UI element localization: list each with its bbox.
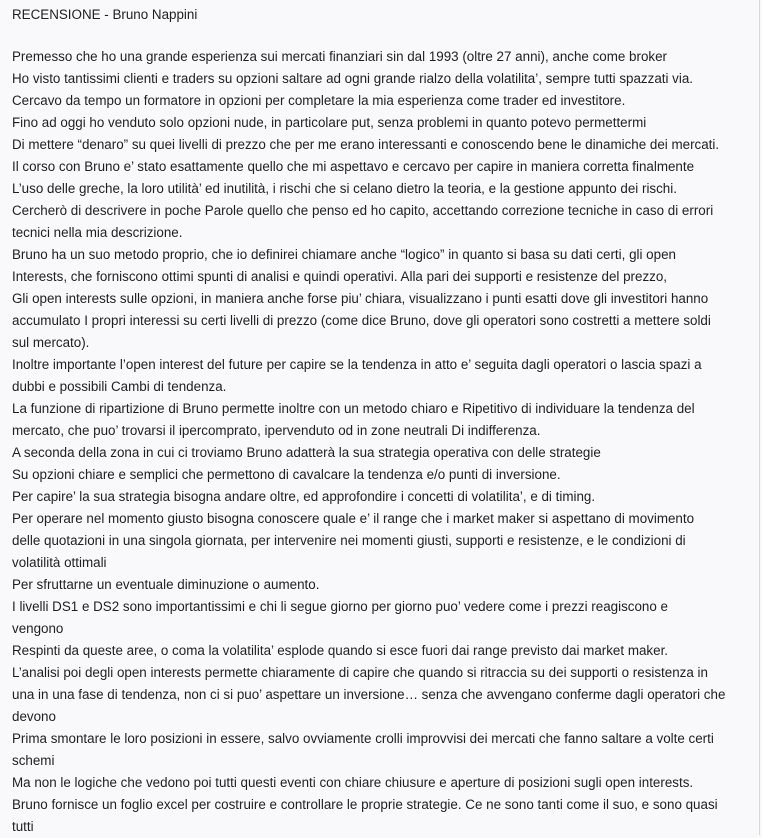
- document-title: RECENSIONE - Bruno Nappini: [12, 7, 198, 22]
- text-line: L’uso delle greche, la loro utilità’ ed inutilità, i rischi che si celano dietro la teoria, e la gestione appunto dei rischi.: [12, 181, 677, 196]
- text-line: Respinti da queste aree, o coma la volatilita’ esplode quando si esce fuori dai range previsto dai market maker.: [12, 643, 669, 658]
- text-line: Su opzioni chiare e semplici che permettono di cavalcare la tendenza e/o punti di inversione.: [12, 467, 561, 482]
- text-line: A seconda della zona in cui ci troviamo Bruno adatterà la sua strategia operativa con delle strategie: [12, 445, 601, 460]
- text-line: tutti: [12, 819, 34, 834]
- text-line: vengono: [12, 621, 64, 636]
- text-line: tecnici nella mia descrizione.: [12, 225, 183, 240]
- text-line: devono: [12, 709, 56, 724]
- text-line: mercato, che puo’ trovarsi il ipercomprato, ipervenduto od in zone neutrali Di indifferenza.: [12, 423, 541, 438]
- text-line: Per operare nel momento giusto bisogna conoscere quale e’ il range che i market maker si aspettano di movimento: [12, 511, 695, 526]
- text-line: Prima smontare le loro posizioni in essere, salvo ovviamente crolli improvvisi dei mercati che fanno saltare a volte certi: [12, 731, 714, 746]
- text-line: dubbi e possibili Cambi di tendenza.: [12, 379, 227, 394]
- text-line: Premesso che ho una grande esperienza sui mercati finanziari sin dal 1993 (oltre 27 anni), anche come broker: [12, 49, 668, 64]
- text-line: L’analisi poi degli open interests permette chiaramente di capire che quando si ritraccia su dei supporti o resistenza in: [12, 665, 708, 680]
- text-line: accumulato I propri interessi su certi livelli di prezzo (come dice Bruno, dove gli operatori sono costretti a mettere soldi: [12, 313, 711, 328]
- text-line: Bruno fornisce un foglio excel per costruire e controllare le proprie strategie. Ce ne sono tanti come il suo, e sono quasi: [12, 797, 718, 812]
- text-line: Cercavo da tempo un formatore in opzioni per completare la mia esperienza come trader ed investitore.: [12, 93, 626, 108]
- text-line: Per capire’ la sua strategia bisogna andare oltre, ed approfondire i concetti di volatilita’, e di timing.: [12, 489, 596, 504]
- text-line: Bruno ha un suo metodo proprio, che io definirei chiamare anche “logico” in quanto si basa su dati certi, gli open: [12, 247, 676, 262]
- text-line: Fino ad oggi ho venduto solo opzioni nude, in particolare put, senza problemi in quanto potevo permettermi: [12, 115, 647, 130]
- text-line: La funzione di ripartizione di Bruno permette inoltre con un metodo chiaro e Ripetitivo di individuare la tendenza del: [12, 401, 695, 416]
- text-line: Ma non le logiche che vedono poi tutti questi eventi con chiare chiusure e aperture di posizioni sugli open interests.: [12, 775, 694, 790]
- text-line: Ho visto tantissimi clienti e traders su opzioni saltare ad ogni grande rialzo della volatilita’, sempre tutti spazzati via.: [12, 71, 694, 86]
- text-line: Di mettere “denaro” su quei livelli di prezzo che per me erano interessanti e conoscendo bene le dinamiche dei mercati.: [12, 137, 720, 152]
- text-line: sul mercato).: [12, 335, 90, 350]
- text-line: I livelli DS1 e DS2 sono importantissimi e chi li segue giorno per giorno puo’ vedere come i prezzi reagiscono e: [12, 599, 668, 614]
- text-line: Inoltre importante l’open interest del future per capire se la tendenza in atto e’ seguita dagli operatori o lascia spazi a: [12, 357, 702, 372]
- text-line: delle quotazioni in una singola giornata, per intervenire nei momenti giusti, supporti e resistenze, e le condizioni di: [12, 533, 686, 548]
- text-line: volatilità ottimali: [12, 555, 107, 570]
- text-line: Cercherò di descrivere in poche Parole quello che penso ed ho capito, accettando correzione tecniche in caso di errori: [12, 203, 714, 218]
- text-line: Per sfruttarne un eventuale diminuzione o aumento.: [12, 577, 320, 592]
- text-line: schemi: [12, 753, 55, 768]
- text-line: Il corso con Bruno e’ stato esattamente quello che mi aspettavo e cercavo per capire in maniera corretta finalmente: [12, 159, 695, 174]
- text-line: Interests, che forniscono ottimi spunti di analisi e quindi operativi. Alla pari dei supporti e resistenze del prezzo,: [12, 269, 668, 284]
- text-line: Gli open interests sulle opzioni, in maniera anche forse piu’ chiara, visualizzano i punti esatti dove gli investitori hanno: [12, 291, 709, 306]
- document-body: [12, 46, 754, 838]
- text-line: una in una fase di tendenza, non ci si puo’ aspettare un inversione… senza che avvengano conferme dagli operatori che: [12, 687, 726, 702]
